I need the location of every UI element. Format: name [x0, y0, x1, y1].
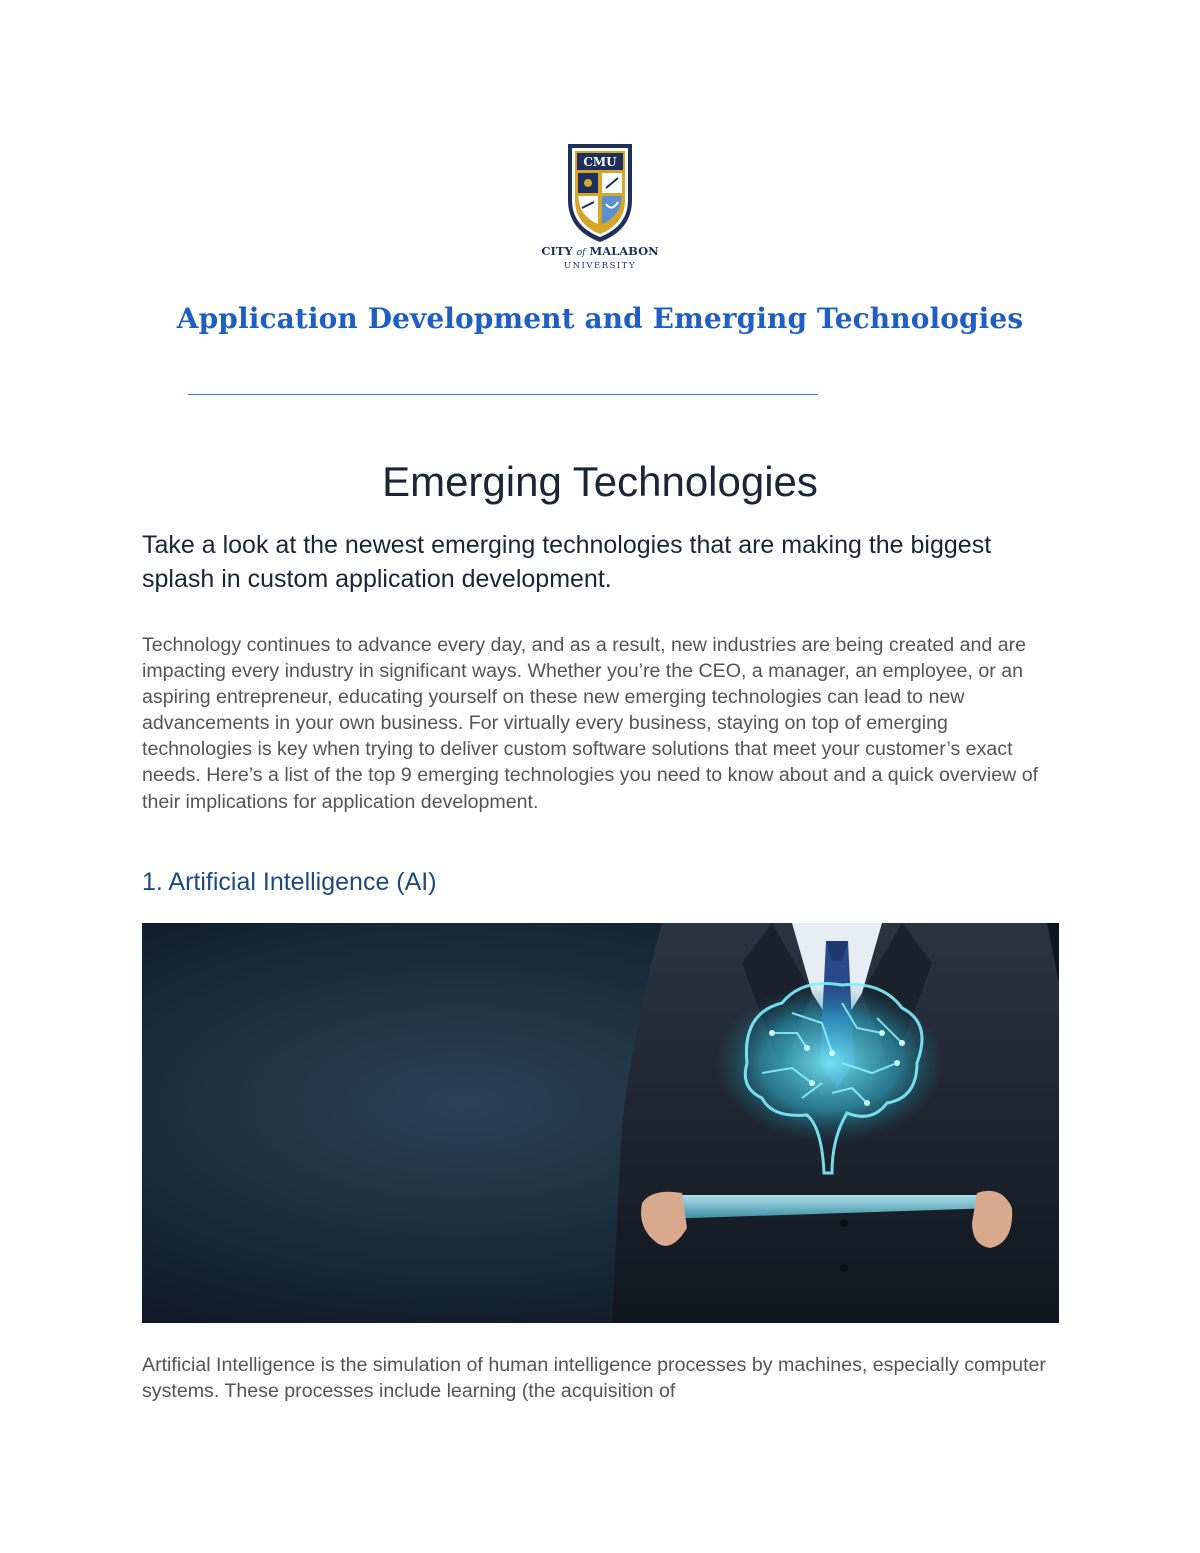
- logo-name-line2: MALABON: [589, 244, 659, 258]
- university-logo: [520, 138, 680, 298]
- svg-text:CMU: CMU: [583, 155, 617, 169]
- crest-icon: [520, 138, 680, 298]
- divider-line: —————————————————————————————————————————————: [188, 385, 818, 401]
- section-heading-ai: 1. Artificial Intelligence (AI): [142, 868, 437, 896]
- logo-name-line3: UNIVERSITY: [563, 261, 637, 271]
- ai-brain-tablet-icon: [142, 923, 1059, 1323]
- intro-paragraph: Technology continues to advance every day, and as a result, new industries are being created and are impacting every industry in significant ways. Whether you’re the CEO, a manager, an employee, or an aspiring entrepreneur, educating yourself on these new emerging technologies can lead to new advancements in your own business. For virtually every business, staying on top of emerging technologies is key when trying to deliver custom software solutions that meet your customer’s exact needs. Here’s a list of the top 9 emerging technologies you need to know about and a quick overview of their implications for application development.: [142, 634, 1039, 813]
- page-title: Emerging Technologies: [382, 458, 818, 505]
- ai-paragraph: Artificial Intelligence is the simulation of human intelligence processes by machines, especially computer systems. These processes include learning (the acquisition of: [142, 1354, 1046, 1403]
- logo-name-of: of: [576, 248, 586, 258]
- page-subtitle: Take a look at the newest emerging technologies that are making the biggest splash in custom application development.: [142, 531, 992, 593]
- logo-name-line1: CITY: [541, 244, 573, 258]
- course-title: Application Development and Emerging Technologies: [176, 302, 1024, 335]
- ai-hero-image: [142, 923, 1059, 1323]
- logo-text: [520, 244, 680, 272]
